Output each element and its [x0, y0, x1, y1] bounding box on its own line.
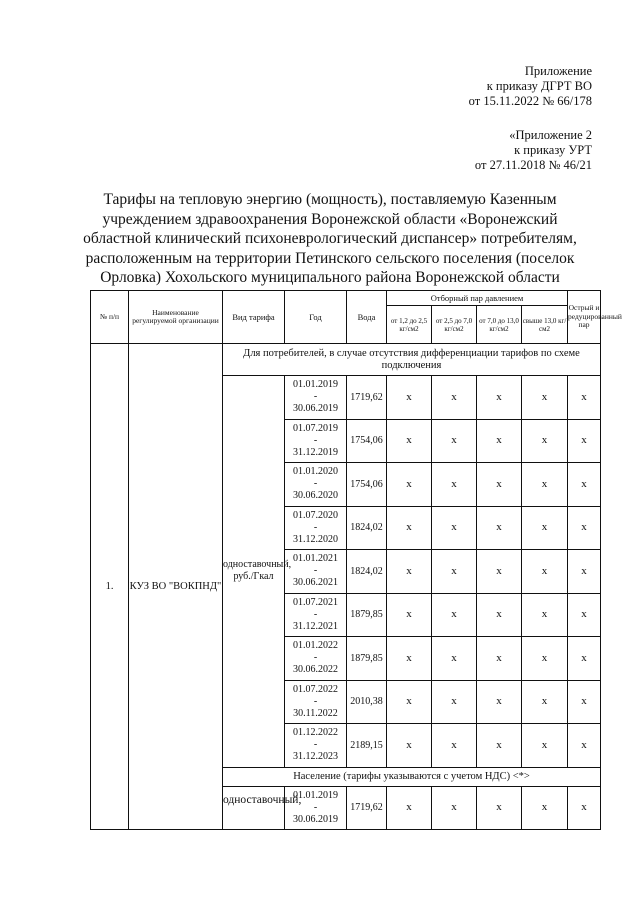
steam-value-s1: x [387, 593, 432, 637]
steam-value-s3: x [477, 593, 522, 637]
period-cell [285, 419, 347, 463]
period-end: 30.06.2021 [293, 577, 338, 589]
header-steam-3: от 7,0 до 13,0 кг/см2 [477, 306, 522, 344]
steam-value-sharp: x [568, 786, 601, 830]
steam-value-s1: x [387, 724, 432, 768]
period-cell [285, 680, 347, 724]
title-line: Орловка) Хохольского муниципального района Воронежской области [100, 269, 560, 286]
steam-value-s1: x [387, 376, 432, 420]
steam-value-s4: x [522, 419, 568, 463]
period-end: 31.12.2021 [293, 620, 338, 632]
steam-value-s2: x [432, 376, 477, 420]
period-end: 30.11.2022 [293, 707, 338, 719]
title-line: учреждением здравоохранения Воронежской области «Воронежский [102, 210, 558, 228]
steam-value-s2: x [432, 786, 477, 830]
period-cell [285, 376, 347, 420]
period-end: 31.12.2023 [293, 751, 338, 763]
steam-value-s4: x [522, 463, 568, 507]
steam-value-s2: x [432, 550, 477, 594]
steam-value-s3: x [477, 506, 522, 550]
steam-value-sharp: x [568, 593, 601, 637]
title-line: областной клинический психоневрологический диспансер» потребителям, [83, 230, 577, 247]
tariff-type-cell: одноставочный, руб./Гкал [223, 376, 285, 768]
tariff-table [90, 290, 622, 830]
water-value: 1719,62 [347, 786, 387, 830]
period-dash: - [313, 739, 318, 751]
period-start: 01.01.2022 [293, 640, 338, 652]
steam-value-s4: x [522, 680, 568, 724]
period-dash: - [313, 391, 318, 403]
period-dash: - [313, 652, 318, 664]
steam-value-s1: x [387, 419, 432, 463]
steam-value-sharp: x [568, 506, 601, 550]
row-number: 1. [91, 344, 129, 830]
steam-value-s2: x [432, 593, 477, 637]
steam-value-s2: x [432, 680, 477, 724]
tariff-type-cell-population: одноставочный, [223, 786, 285, 830]
header-steam-2: от 2,5 до 7,0 кг/см2 [432, 306, 477, 344]
period-cell [285, 724, 347, 768]
appendix-header-line: Приложение [524, 64, 592, 78]
period-start: 01.01.2020 [293, 466, 338, 478]
appendix-header-line: от 15.11.2022 № 66/178 [468, 94, 592, 108]
steam-value-s4: x [522, 506, 568, 550]
appendix-2-header [475, 128, 592, 173]
steam-value-s2: x [432, 506, 477, 550]
period-dash: - [313, 434, 318, 446]
header-water: Вода [347, 291, 387, 344]
steam-value-sharp: x [568, 550, 601, 594]
document-title [70, 190, 590, 288]
period-cell [285, 637, 347, 681]
steam-value-sharp: x [568, 680, 601, 724]
period-cell [285, 463, 347, 507]
period-end: 30.06.2020 [293, 490, 338, 502]
steam-value-s4: x [522, 786, 568, 830]
water-value: 1754,06 [347, 463, 387, 507]
water-value: 1879,85 [347, 637, 387, 681]
period-dash: - [313, 478, 318, 490]
appendix-header-line: к приказу ДГРТ ВО [486, 79, 592, 93]
appendix-header [469, 64, 592, 109]
period-cell [285, 550, 347, 594]
steam-value-s2: x [432, 463, 477, 507]
steam-value-s4: x [522, 637, 568, 681]
appendix-header-line: к приказу УРТ [514, 143, 592, 157]
steam-value-s3: x [477, 463, 522, 507]
period-end: 30.06.2019 [293, 813, 338, 825]
steam-value-s1: x [387, 637, 432, 681]
steam-value-sharp: x [568, 376, 601, 420]
steam-value-s4: x [522, 376, 568, 420]
period-start: 01.07.2021 [293, 596, 338, 608]
organization-name: КУЗ ВО "ВОКПНД" [129, 344, 223, 830]
steam-value-s1: x [387, 463, 432, 507]
steam-value-s3: x [477, 786, 522, 830]
header-steam-1: от 1,2 до 2,5 кг/см2 [387, 306, 432, 344]
period-start: 01.07.2022 [293, 683, 338, 695]
steam-value-sharp: x [568, 419, 601, 463]
steam-value-s2: x [432, 637, 477, 681]
period-dash: - [313, 801, 318, 813]
steam-value-s1: x [387, 680, 432, 724]
steam-value-s3: x [477, 680, 522, 724]
period-start: 01.01.2019 [293, 789, 338, 801]
water-value: 1754,06 [347, 419, 387, 463]
period-start: 01.12.2022 [293, 727, 338, 739]
appendix-header-line: от 27.11.2018 № 46/21 [474, 158, 592, 172]
steam-value-s4: x [522, 550, 568, 594]
period-end: 30.06.2019 [293, 403, 338, 415]
header-year: Год [285, 291, 347, 344]
period-end: 31.12.2020 [293, 533, 338, 545]
header-steam-4: свыше 13,0 кг/см2 [522, 306, 568, 344]
period-dash: - [313, 608, 318, 620]
steam-value-s2: x [432, 724, 477, 768]
title-line: расположенным на территории Петинского сельского поселения (поселок [85, 249, 575, 267]
water-value: 2010,38 [347, 680, 387, 724]
steam-value-s3: x [477, 724, 522, 768]
water-value: 1824,02 [347, 506, 387, 550]
title-line: Тарифы на тепловую энергию (мощность), поставляемую Казенным [103, 191, 557, 208]
period-end: 31.12.2019 [293, 446, 338, 458]
steam-value-s1: x [387, 506, 432, 550]
section-label-population: Население (тарифы указываются с учетом НДС) <*> [223, 767, 601, 786]
header-organization: Наименование регулируемой организации [129, 291, 223, 344]
period-cell [285, 506, 347, 550]
header-tariff-type: Вид тарифа [223, 291, 285, 344]
period-dash: - [313, 521, 318, 533]
steam-value-s3: x [477, 550, 522, 594]
water-value: 1879,85 [347, 593, 387, 637]
water-value: 2189,15 [347, 724, 387, 768]
steam-value-s4: x [522, 593, 568, 637]
section-label: Для потребителей, в случае отсутствия дифференциации тарифов по схеме подключения [223, 344, 601, 376]
period-start: 01.01.2019 [293, 379, 338, 391]
header-number: № п/п [91, 291, 129, 344]
steam-value-s2: x [432, 419, 477, 463]
period-start: 01.07.2019 [293, 422, 338, 434]
steam-value-s3: x [477, 637, 522, 681]
water-value: 1824,02 [347, 550, 387, 594]
period-cell [285, 786, 347, 830]
period-start: 01.01.2021 [293, 553, 338, 565]
steam-value-s1: x [387, 786, 432, 830]
period-dash: - [313, 565, 318, 577]
steam-value-s3: x [477, 419, 522, 463]
period-start: 01.07.2020 [293, 509, 338, 521]
steam-value-s1: x [387, 550, 432, 594]
steam-value-s4: x [522, 724, 568, 768]
water-value: 1719,62 [347, 376, 387, 420]
header-sharp-steam: Острый и редуцированный пар [568, 291, 601, 344]
period-dash: - [313, 695, 318, 707]
steam-value-s3: x [477, 376, 522, 420]
steam-value-sharp: x [568, 463, 601, 507]
steam-value-sharp: x [568, 637, 601, 681]
period-cell [285, 593, 347, 637]
steam-value-sharp: x [568, 724, 601, 768]
appendix-header-line: «Приложение 2 [509, 128, 592, 142]
period-end: 30.06.2022 [293, 664, 338, 676]
header-steam-group: Отборный пар давлением [387, 291, 568, 306]
